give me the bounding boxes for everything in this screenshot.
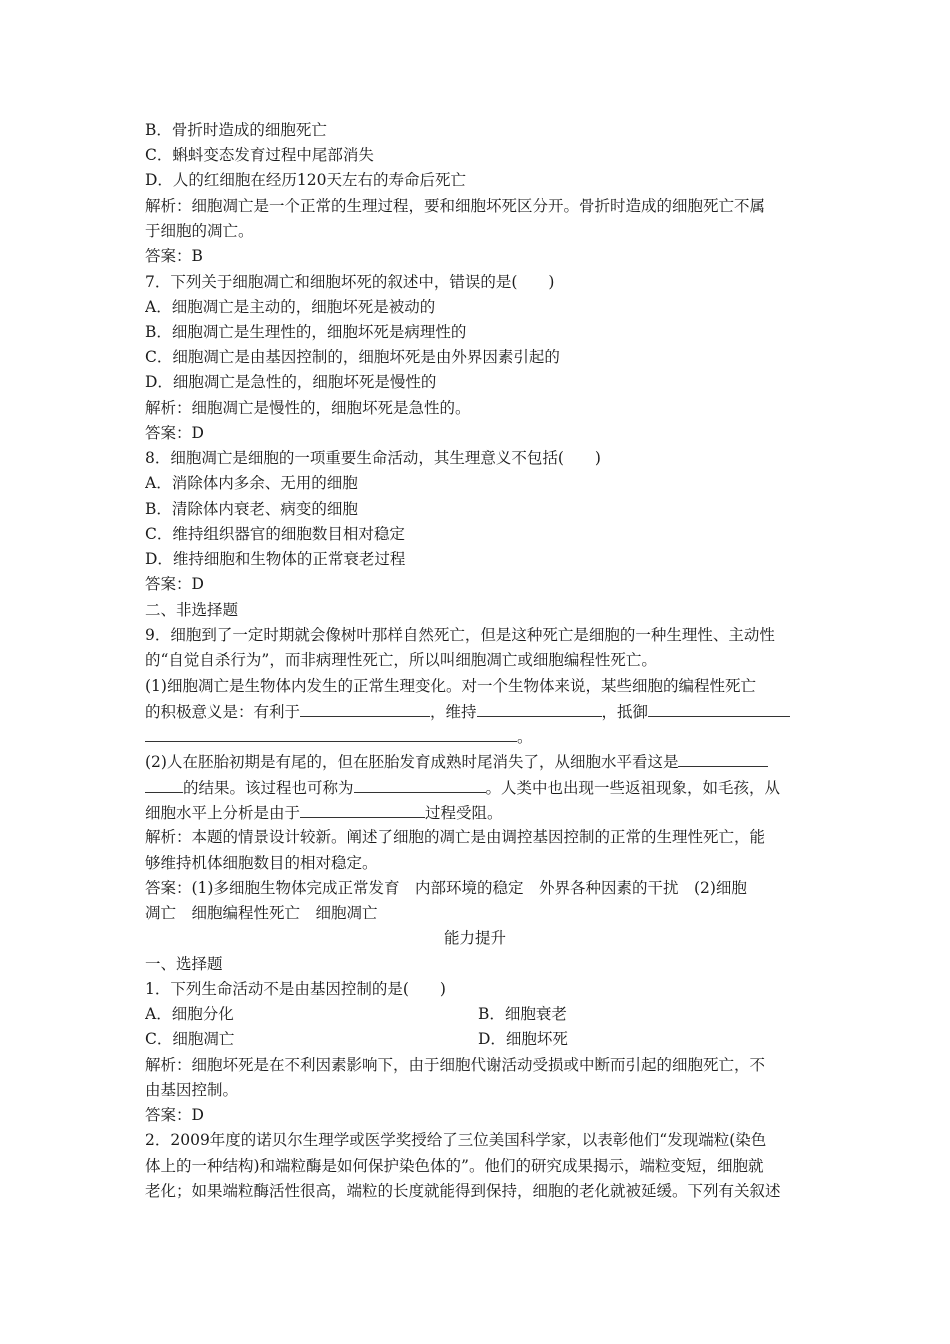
option-b: B．细胞衰老	[478, 1005, 567, 1023]
question-9: 的“自觉自杀行为”，而非病理性死亡，所以叫细胞凋亡或细胞编程性死亡。	[145, 651, 657, 669]
question-2: 老化；如果端粒酶活性很高，端粒的长度就能得到保持，细胞的老化就被延缓。下列有关叙述	[145, 1182, 781, 1200]
answer-line: 凋亡 细胞编程性死亡 细胞凋亡	[145, 904, 378, 922]
analysis-line: 解析：细胞凋亡是慢性的，细胞坏死是急性的。	[145, 399, 471, 417]
option-a: A．细胞凋亡是主动的，细胞坏死是被动的	[145, 298, 436, 316]
analysis-line: 由基因控制。	[145, 1081, 239, 1099]
section-title: 能力提升	[443, 929, 506, 947]
text-segment: 。人类中也出现一些返祖现象，如毛孩，从	[485, 779, 781, 797]
analysis-line: 解析：本题的情景设计较新。阐述了细胞的凋亡是由调控基因控制的正常的生理性死亡，能	[145, 828, 766, 846]
analysis-line: 够维持机体细胞数目的相对稳定。	[145, 854, 378, 872]
question-9-blanks-line	[145, 699, 815, 724]
question-9-part-1: (1)细胞凋亡是生物体内发生的正常生理变化。对一个生物体来说，某些细胞的编程性死亡	[145, 677, 756, 695]
option-a: A．消除体内多余、无用的细胞	[145, 474, 358, 492]
answer-blank[interactable]	[354, 775, 486, 793]
question-9: 9．细胞到了一定时期就会像树叶那样自然死亡，但是这种死亡是细胞的一种生理性、主动性	[145, 626, 775, 644]
question-9-blanks-line	[145, 800, 815, 825]
answer-blank[interactable]	[145, 724, 517, 742]
text-segment: ，维持	[430, 703, 477, 721]
option-d: D．细胞坏死	[478, 1030, 568, 1048]
answer-blank[interactable]	[678, 749, 768, 767]
text-segment: 。	[517, 728, 533, 746]
question-2: 体上的一种结构)和端粒酶是如何保护染色体的”。他们的研究成果揭示，端粒变短，细胞就	[145, 1157, 764, 1175]
option-c: C．维持组织器官的细胞数目相对稳定	[145, 525, 405, 543]
question-1: 1．下列生命活动不是由基因控制的是( )	[145, 980, 446, 998]
option-c: C．细胞凋亡是由基因控制的，细胞坏死是由外界因素引起的	[145, 348, 560, 366]
answer-line: 答案：B	[145, 247, 203, 265]
question-9-part-2	[145, 749, 815, 774]
option-b: B．骨折时造成的细胞死亡	[145, 121, 327, 139]
section-heading: 一、选择题	[145, 955, 223, 973]
answer-blank[interactable]	[145, 775, 183, 793]
option-b: B．清除体内衰老、病变的细胞	[145, 500, 358, 518]
option-d: D．人的红细胞在经历120天左右的寿命后死亡	[145, 171, 467, 189]
analysis-line: 解析：细胞凋亡是一个正常的生理过程，要和细胞坏死区分开。骨折时造成的细胞死亡不属	[145, 197, 766, 215]
section-heading: 二、非选择题	[145, 601, 239, 619]
text-segment: 的积极意义是：有利于	[145, 703, 301, 721]
answer-line: 答案：D	[145, 424, 204, 442]
answer-line: 答案：(1)多细胞生物体完成正常发育 内部环境的稳定 外界各种因素的干扰 (2)细胞	[145, 879, 747, 897]
option-b: B．细胞凋亡是生理性的，细胞坏死是病理性的	[145, 323, 467, 341]
question-7: 7．下列关于细胞凋亡和细胞坏死的叙述中，错误的是( )	[145, 273, 555, 291]
answer-blank[interactable]	[300, 800, 425, 818]
question-8: 8．细胞凋亡是细胞的一项重要生命活动，其生理意义不包括( )	[145, 449, 601, 467]
text-segment: (2)人在胚胎初期是有尾的，但在胚胎发育成熟时尾消失了，从细胞水平看这是	[145, 753, 679, 771]
text-segment: 过程受阻。	[425, 804, 503, 822]
answer-line: 答案：D	[145, 575, 204, 593]
analysis-line: 于细胞的凋亡。	[145, 222, 254, 240]
answer-line: 答案：D	[145, 1106, 204, 1124]
text-segment: ，抵御	[601, 703, 649, 721]
answer-blank[interactable]	[648, 699, 790, 717]
option-c: C．蝌蚪变态发育过程中尾部消失	[145, 146, 374, 164]
question-9-blanks-line	[145, 724, 815, 749]
option-d: D．细胞凋亡是急性的，细胞坏死是慢性的	[145, 373, 437, 391]
question-9-blanks-line	[145, 775, 815, 800]
answer-blank[interactable]	[300, 699, 430, 717]
text-segment: 细胞水平上分析是由于	[145, 804, 301, 822]
analysis-line: 解析：细胞坏死是在不利因素影响下，由于细胞代谢活动受损或中断而引起的细胞死亡，不	[145, 1056, 766, 1074]
option-a: A．细胞分化	[145, 1005, 234, 1023]
option-d: D．维持细胞和生物体的正常衰老过程	[145, 550, 406, 568]
question-2: 2．2009年度的诺贝尔生理学或医学奖授给了三位美国科学家，以表彰他们“发现端粒(染色	[145, 1131, 767, 1149]
answer-blank[interactable]	[477, 699, 602, 717]
text-segment: 的结果。该过程也可称为	[183, 779, 354, 797]
option-c: C．细胞凋亡	[145, 1030, 235, 1048]
